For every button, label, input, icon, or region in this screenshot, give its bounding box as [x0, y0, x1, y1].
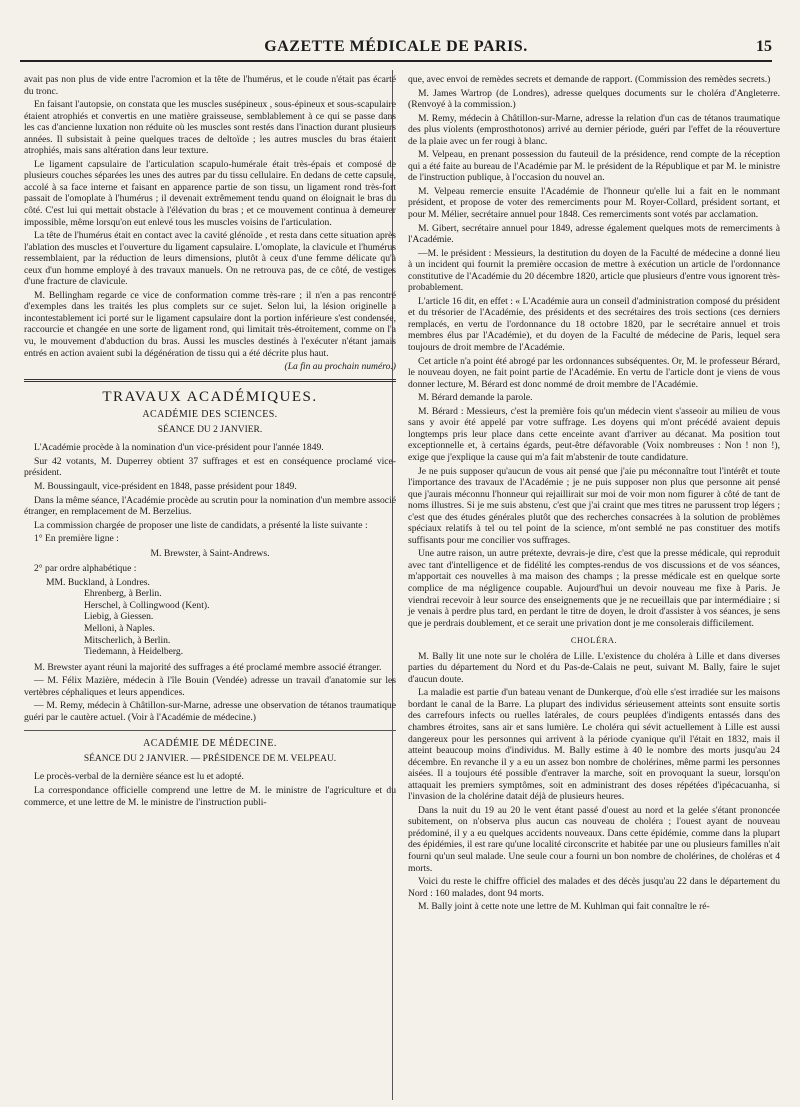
- paragraph: En faisant l'autopsie, on constata que les muscles susépineux , sous-épineux et sous-scapulaire étaient atrophiés et convertis en une matière graisseuse, semblablement à ce qui se passe dans les cas d'ancienne luxation non réduite où les muscles sont restés dans l'inaction durant plusieurs années. Il subsistait à peine quelques traces de deltoïde ; les autres muscles du bras étaient atrophiés, mais sans altération dans leur texture.: [24, 99, 396, 157]
- paragraph: M. Bérard demande la parole.: [418, 392, 533, 404]
- paragraph: La commission chargée de proposer une liste de candidats, a présenté la liste suivante :: [34, 519, 368, 531]
- paragraph: M. Bally lit une note sur le choléra de Lille. L'existence du choléra à Lille et dans diverses parties du département du Nord et du Pas-de-Calais ne peut, suivant M. Bally, faire le sujet d'aucun doute.: [408, 650, 780, 685]
- right-column: [408, 74, 780, 915]
- candidate-item: Tiedemann, à Heidelberg.: [84, 646, 184, 658]
- paragraph: que, avec envoi de remèdes secrets et demande de rapport. (Commission des remèdes secrets.): [408, 74, 771, 85]
- candidate-item: MM. Buckland, à Londres.: [46, 576, 150, 588]
- paragraph: Dans la même séance, l'Académie procède au scrutin pour la nomination d'un membre associé étranger, en remplacement de M. Berzelius.: [24, 494, 396, 518]
- paragraph: L'Académie procède à la nomination d'un vice-président pour l'année 1849.: [34, 442, 324, 454]
- paragraph: Cet article n'a point été abrogé par les ordonnances subséquentes. Or, M. le professeur Bérard, le nouveau doyen, ne fait point partie de l'Académie. En vertu de l'article dont je viens de vous donner lecture, M. Bérard est donc nommé de droit membre de l'Académie.: [408, 355, 780, 390]
- paragraph: Voici du reste le chiffre officiel des malades et des décès jusqu'au 22 dans le département du Nord : 160 malades, dont 94 morts.: [408, 876, 780, 899]
- paragraph: M. James Wartrop (de Londres), adresse quelques documents sur le choléra d'Angleterre. (Renvoyé à la commission.): [408, 87, 780, 111]
- paragraph: M. Boussingault, vice-président en 1848, passe président pour 1849.: [34, 480, 297, 492]
- paragraph: Sur 42 votants, M. Duperrey obtient 37 suffrages et est en conséquence proclamé vice-président.: [24, 455, 396, 479]
- masthead-title: GAZETTE MÉDICALE DE PARIS.: [264, 38, 528, 55]
- cholera-heading: CHOLÉRA.: [570, 635, 618, 646]
- paragraph: La maladie est partie d'un bateau venant de Dunkerque, d'où elle s'est irradiée sur les maisons bordant le canal de la Barre. La plupart des individus sérieusement atteints sont ensuite sortis des carrefours infects ou ruelles latérales, de cours peuplées d'indigents entassés dans des chambres étroites, sans air et sans lumière. Le choléra qui sévit actuellement à Lille est aussi dangereux pour les personnes qui arrivent à la période cyanique qu'il l'était en 1832, mais il atteint beaucoup moins d'individus. M. Bally estime à 40 le nombre des morts jusqu'au 24 décembre. En revanche il y a eu un assez bon nombre de cholérines, même parmi les personnes aisées. Il a toujours été possible d'entraver la marche, soit en provoquant la sueur, lorsqu'on attaquait les premiers symptômes, soit en administrant des doses répétées d'ipécacuanha, si l'invasion de la cholérine datait déjà de plusieurs heures.: [408, 687, 780, 803]
- academy-heading-medicine: ACADÉMIE DE MÉDECINE.: [143, 738, 277, 750]
- paragraph: — M. Remy, médecin à Châtillon-sur-Marne, adresse une observation de tétanos traumatique guéri par le cautère actuel. (Voir à l'Académie de médecine.): [24, 700, 396, 723]
- candidate-item: Mitscherlich, à Berlin.: [84, 634, 171, 646]
- paragraph: M. Bally joint à cette note une lettre de M. Kuhlman qui fait connaître le ré-: [418, 901, 710, 913]
- candidate-item: Melloni, à Naples.: [84, 622, 155, 634]
- page-number: 15: [756, 38, 772, 55]
- paragraph: Le ligament capsulaire de l'articulation scapulo-humérale était très-épais et composé de plusieurs couches séparées les unes des autres par du tissu cellulaire. En dedans de cette capsule, accolé à sa face interne et faisant en apparence partie de son tissu, un ligament rond très-fort passait de l'omoplate à l'humérus ; il devenait extrêmement tendu quand on éloignait le bras du côté. C'est lui qui mettait obstacle à l'élévation du bras ; et ce mouvement continua à demeurer impossible, même lorsqu'on eut enlevé tous les muscles voisins de l'articulation.: [24, 158, 396, 228]
- paragraph: avait pas non plus de vide entre l'acromion et la tête de l'humérus, et le coude n'était pas écarté du tronc.: [24, 74, 396, 97]
- list-label: 2° par ordre alphabétique :: [34, 563, 137, 575]
- academy-heading-sciences: ACADÉMIE DES SCIENCES.: [142, 409, 278, 421]
- paragraph: M. Bérard : Messieurs, c'est la première fois qu'un médecin vient s'asseoir au milieu de vous sans y avoir été appelé par votre suffrage. Les doyens qui m'ont précédé avaient depuis longtemps pris leur place dans cette enceinte avant d'arriver au décanat. Ma position tout exceptionnelle et, à certains égards, peut-être défavorable (Voix nombreuses : Non ! non !), exige que j'explique la cause qui m'a fait m'abstenir de toute candidature.: [408, 405, 780, 463]
- candidate-item: Liebig, à Giessen.: [84, 611, 154, 623]
- paragraph: M. Velpeau remercie ensuite l'Académie de l'honneur qu'elle lui a fait en le nommant président, et propose de voter des remerciments pour M. Royer-Collard, président sortant, et pour M. Mélier, secrétaire annuel pour 1848. Ces remerciments sont votés par acclamation.: [408, 185, 780, 221]
- paragraph: —M. le président : Messieurs, la destitution du doyen de la Faculté de médecine a donné lieu à un incident qui fournit la première occasion de mettre à exécution un article de l'ordonnance constitutive de l'Académie du 20 décembre 1820, article que plusieurs d'entre vous ignorent très-probablement.: [408, 247, 780, 294]
- paragraph: — M. Félix Mazière, médecin à l'île Bouin (Vendée) adresse un travail d'anatomie sur les vertèbres céphaliques et leurs appendices.: [24, 675, 396, 698]
- session-heading: SÉANCE DU 2 JANVIER. — PRÉSIDENCE DE M. VELPEAU.: [83, 753, 337, 764]
- session-heading: SÉANCE DU 2 JANVIER.: [157, 424, 263, 435]
- section-divider: [24, 379, 396, 382]
- paragraph: M. Gibert, secrétaire annuel pour 1849, adresse également quelques mots de remerciments à l'Académie.: [408, 222, 780, 246]
- paragraph: Une autre raison, un autre prétexte, devrais-je dire, c'est que la presse médicale, qui reproduit avec tant d'intelligence et de fidélité les comptes-rendus de vos discussions et de vos séances, m'apportait ces nouvelles à ma maison des champs ; la presse médicale est en quelque sorte complice de ma négligence coupable. Aujourd'hui un devoir nouveau me fixe à Paris. Je viendrai recevoir à leur source des enseignements que je ne recueillais que par intermédiaire ; si je venais à perdre plus tard, en perdant le titre de doyen, le droit d'assister à vos séances, je sens que je perdrais doublement, et ce serait une privation dont je me consolerais difficilement.: [408, 548, 780, 629]
- masthead-rule: [20, 60, 772, 62]
- left-column: [24, 74, 396, 810]
- candidate-item: Herschel, à Collingwood (Kent).: [84, 599, 210, 611]
- section-divider: [24, 730, 396, 731]
- candidate-item: Ehrenberg, à Berlin.: [84, 588, 162, 600]
- paragraph: M. Velpeau, en prenant possession du fauteuil de la présidence, rend compte de la réception qui a été faite au bureau de l'Académie par M. le président de la République et par M. le ministre de l'instruction publique, à l'occasion du nouvel an.: [408, 149, 780, 184]
- list-label: 1° En première ligne :: [34, 533, 119, 545]
- paragraph: Je ne puis supposer qu'aucun de vous ait pensé que j'aie pu méconnaître tout l'intérêt et toute l'importance des travaux de l'Académie ; je ne puis supposer non plus que personne ait pensé que j'aurais méconnu l'honneur qui rejaillirait sur moi de voir mon nom figurer à côté de tant de noms illustres. Si je me suis abstenu, c'est que j'ai craint que mes titres ne parussent trop légers ; c'est que des études générales plutôt que des recherches consacrées à la solution de problèmes spéciaux relatifs à tel ou tel point de la science, m'ont semblé ne pas constituer des motifs suffisants pour me concilier vos suffrages.: [408, 465, 780, 546]
- paragraph: M. Brewster ayant réuni la majorité des suffrages a été proclamé membre associé étranger.: [34, 661, 382, 673]
- candidate-list: [24, 577, 396, 658]
- paragraph: La tête de l'humérus était en contact avec la cavité glénoïde , et resta dans cette situation après l'ablation des muscles et l'ouverture du ligament capsulaire. L'omoplate, la clavicule et l'humérus ressemblaient, par la réduction de leurs dimensions, plutôt à ceux d'une femme délicate qu'à ceux d'un homme employé à des travaux manuels. On ne retrouva pas, de ce côté, de vestiges d'une fracture de clavicule.: [24, 230, 396, 288]
- first-candidate: M. Brewster, à Saint-Andrews.: [150, 547, 270, 559]
- masthead: [20, 28, 772, 68]
- to-be-continued-note: (La fin au prochain numéro.): [284, 361, 396, 373]
- paragraph: Le procès-verbal de la dernière séance est lu et adopté.: [34, 771, 244, 783]
- paragraph: M. Bellingham regarde ce vice de conformation comme très-rare ; il n'en a pas rencontré d'exemples dans les traités les plus complets sur ce sujet. Selon lui, la lésion originelle a incontestablement ici porté sur le ligament capsulaire dont la portion inférieure s'est condensée, raccourcie et changée en une sorte de ligament rond, qui limitait très-étroitement, comme on l'a vu, le mouvement d'abduction du bras. Aussi les muscles destinés à l'exécuter n'étant jamais entrés en action avaient subi la dégénération de tissu qui a été décrite plus haut.: [24, 289, 396, 359]
- section-title: TRAVAUX ACADÉMIQUES.: [102, 388, 318, 405]
- paragraph: L'article 16 dit, en effet : « L'Académie aura un conseil d'administration composé du président et du trésorier de l'Académie, des présidents et des secrétaires des trois sections (ces derniers remplacés, en vertu de l'ordonnance du 18 octobre 1820, par le secrétaire annuel et trois membres élus par l'Académie), et du doyen de la Faculté de médecine de Paris, lequel sera toujours de droit membre de l'Académie.: [408, 295, 780, 354]
- paragraph: La correspondance officielle comprend une lettre de M. le ministre de l'agriculture et du commerce, et une lettre de M. le ministre de l'instruction publi-: [24, 784, 396, 808]
- paragraph: M. Remy, médecin à Châtillon-sur-Marne, adresse la relation d'un cas de tétanos traumatique des plus violents (emprosthotonos) arrivé au dernier période, guéri par l'effet de la réouverture de la plaie avec un fer rougi à blanc.: [408, 112, 780, 147]
- paragraph: Dans la nuit du 19 au 20 le vent étant passé d'ouest au nord et la gelée s'étant prononcée subitement, on n'observa plus aucun cas nouveau de choléra ; l'ouest ayant de nouveau prédominé, il y a eu quelques accidents nouveaux. Dans cette épidémie, comme dans la plupart des épidémies, il est rare qu'une localité circonscrite et habitée par une ou plusieurs familles n'ait fourni qu'un seul malade. Une seule cour a fourni un bon nombre de cholérines, de choléras et 4 morts.: [408, 804, 780, 874]
